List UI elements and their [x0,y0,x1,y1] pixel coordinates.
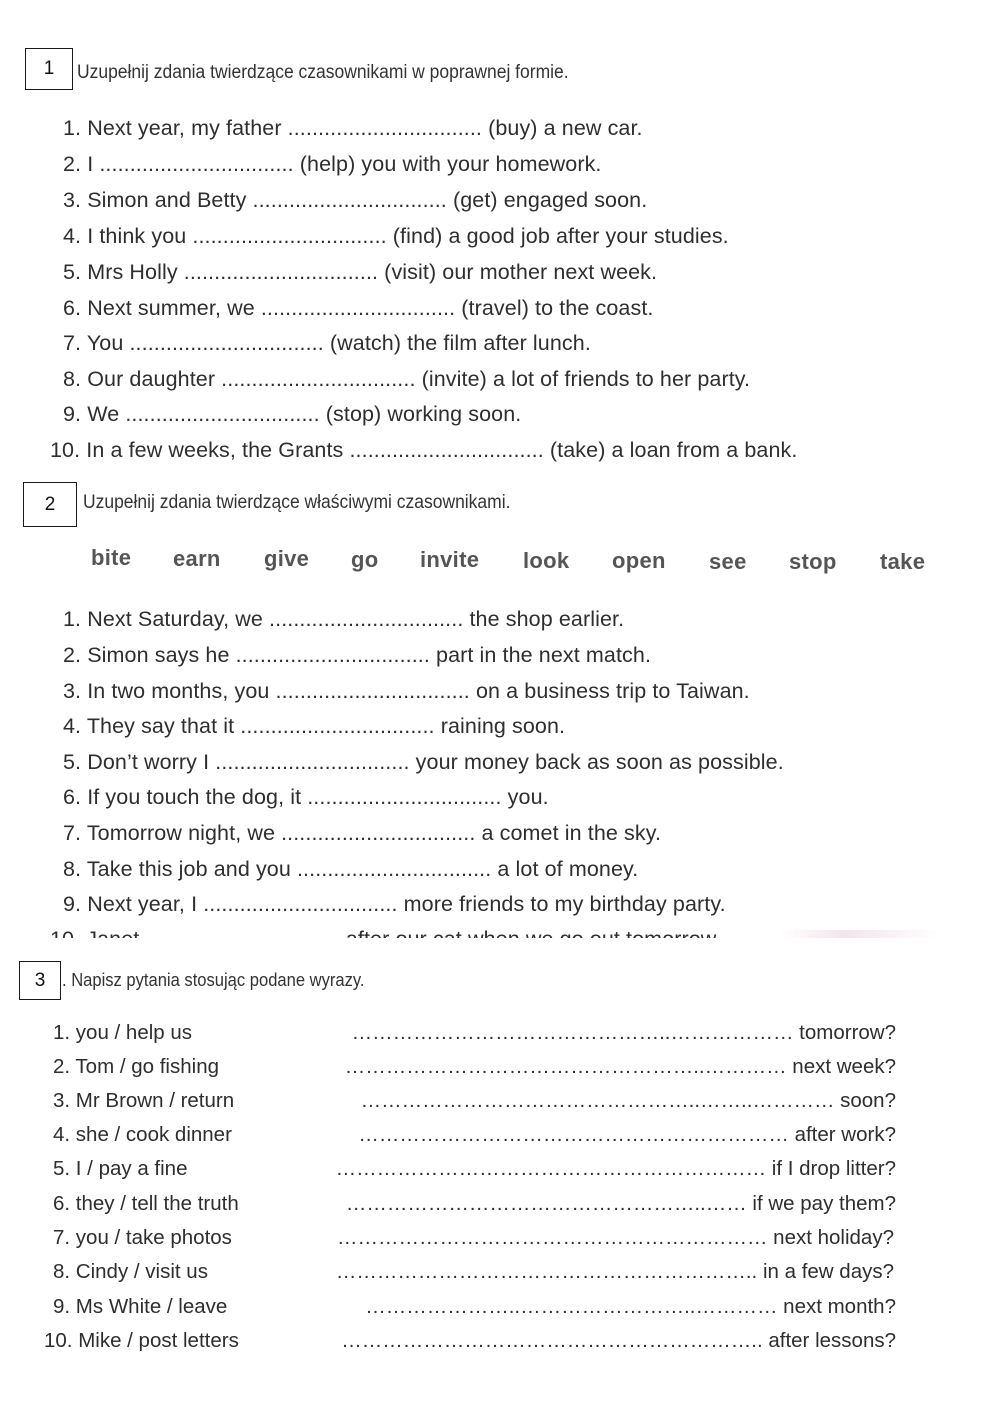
exercise-1-item: 1. Next year, my father ................................ (buy) a new car. [63,116,643,140]
exercise-1-item: 5. Mrs Holly ................................ (visit) our mother next week. [63,260,658,284]
word-bank-item: bite [91,545,132,570]
exercise-2-item: 6. If you touch the dog, it ................................ you. [63,785,549,809]
exercise-3-prompt: 7. you / take photos [53,1226,232,1249]
exercise-2-item: 2. Simon says he ................................ part in the next match. [63,643,652,667]
word-bank-item: go [351,547,379,572]
exercise-2-item: 4. They say that it ................................ raining soon. [63,714,566,738]
exercise-number-2: 2 [44,493,56,515]
word-bank-item: stop [789,549,837,574]
exercise-3-answer-line: ……………………………………………………… next holiday? [336,1226,894,1249]
exercise-3-answer-line: ………………………………………..……………… tomorrow? [351,1021,896,1044]
word-bank-item: take [880,549,926,574]
exercise-3-prompt: 8. Cindy / visit us [53,1260,208,1283]
exercise-2-item: 7. Tomorrow night, we ................................ a comet in the sky. [63,821,662,845]
exercise-3-prompt: 2. Tom / go fishing [53,1055,219,1078]
exercise-2-item: 3. In two months, you ................................ on a business trip to Taiwan. [63,679,750,703]
exercise-3-prompt: 4. she / cook dinner [53,1123,232,1146]
word-bank-item: look [523,548,570,573]
exercise-1-item: 7. You ................................ (watch) the film after lunch. [63,331,591,355]
exercise-3-answer-line: …………………………………………..……..………… soon? [360,1089,896,1112]
exercise-2-instruction: Uzupełnij zdania twierdzące właściwymi czasownikami. [83,492,511,513]
exercise-3-answer-line: …………………………………………………….. in a few days? [335,1260,894,1283]
exercise-3-instruction: . Napisz pytania stosując podane wyrazy. [62,970,365,990]
exercise-3-prompt: 9. Ms White / leave [53,1295,228,1318]
exercise-3-answer-line: …………………..……………………..………… next month? [365,1295,896,1318]
scan-cutoff [0,938,1000,952]
exercise-1-item: 9. We ................................ (stop) working soon. [63,402,522,426]
exercise-3-prompt: 5. I / pay a fine [53,1157,188,1180]
exercise-1-instruction: Uzupełnij zdania twierdzące czasownikami w poprawnej formie. [77,62,569,83]
word-bank-item: open [612,548,666,573]
word-bank-item: invite [420,547,480,572]
exercise-1-item: 2. I ................................ (help) you with your homework. [63,152,602,176]
exercise-3-answer-line: ……………………………………………………… after work? [358,1123,896,1146]
exercise-2-item: 1. Next Saturday, we ................................ the shop earlier. [63,607,625,631]
exercise-2-item: 5. Don’t worry I ................................ your money back as soon as possible. [63,750,784,774]
exercise-1-item: 10. In a few weeks, the Grants ................................ (take) a loan from a bank. [50,438,798,462]
exercise-number-3: 3 [34,969,46,991]
exercise-3-answer-line: ……………………………………………..…… if we pay them? [345,1192,896,1215]
exercise-3-prompt: 1. you / help us [53,1021,193,1044]
exercise-2-item: 9. Next year, I ................................ more friends to my birthday party. [63,892,726,916]
word-bank-item: earn [173,546,221,571]
exercise-number-1: 1 [43,58,55,79]
word-bank-item: see [709,549,747,574]
exercise-3-prompt: 10. Mike / post letters [44,1329,239,1352]
exercise-3-prompt: 3. Mr Brown / return [53,1089,235,1112]
exercise-1-item: 4. I think you ................................ (find) a good job after your studies. [63,224,729,248]
exercise-number-box-1 [25,48,73,90]
exercise-number-box-2 [23,482,77,527]
exercise-3-prompt: 6. they / tell the truth [53,1192,239,1215]
exercise-3-answer-line: ……………………………………………..………… next week? [344,1055,896,1078]
exercise-3-answer-line: …………………………………………………….. after lessons? [341,1329,896,1352]
word-bank-item: give [264,546,310,571]
exercise-1-item: 6. Next summer, we ................................ (travel) to the coast. [63,296,654,320]
exercise-number-box-3 [19,961,61,1000]
exercise-3-answer-line: ……………………………………………………… if I drop litter? [335,1157,896,1180]
exercise-2-item: 8. Take this job and you ................................ a lot of money. [63,857,639,881]
exercise-1-item: 8. Our daughter ................................ (invite) a lot of friends to her party. [63,367,751,391]
exercise-1-item: 3. Simon and Betty ................................ (get) engaged soon. [63,188,648,212]
